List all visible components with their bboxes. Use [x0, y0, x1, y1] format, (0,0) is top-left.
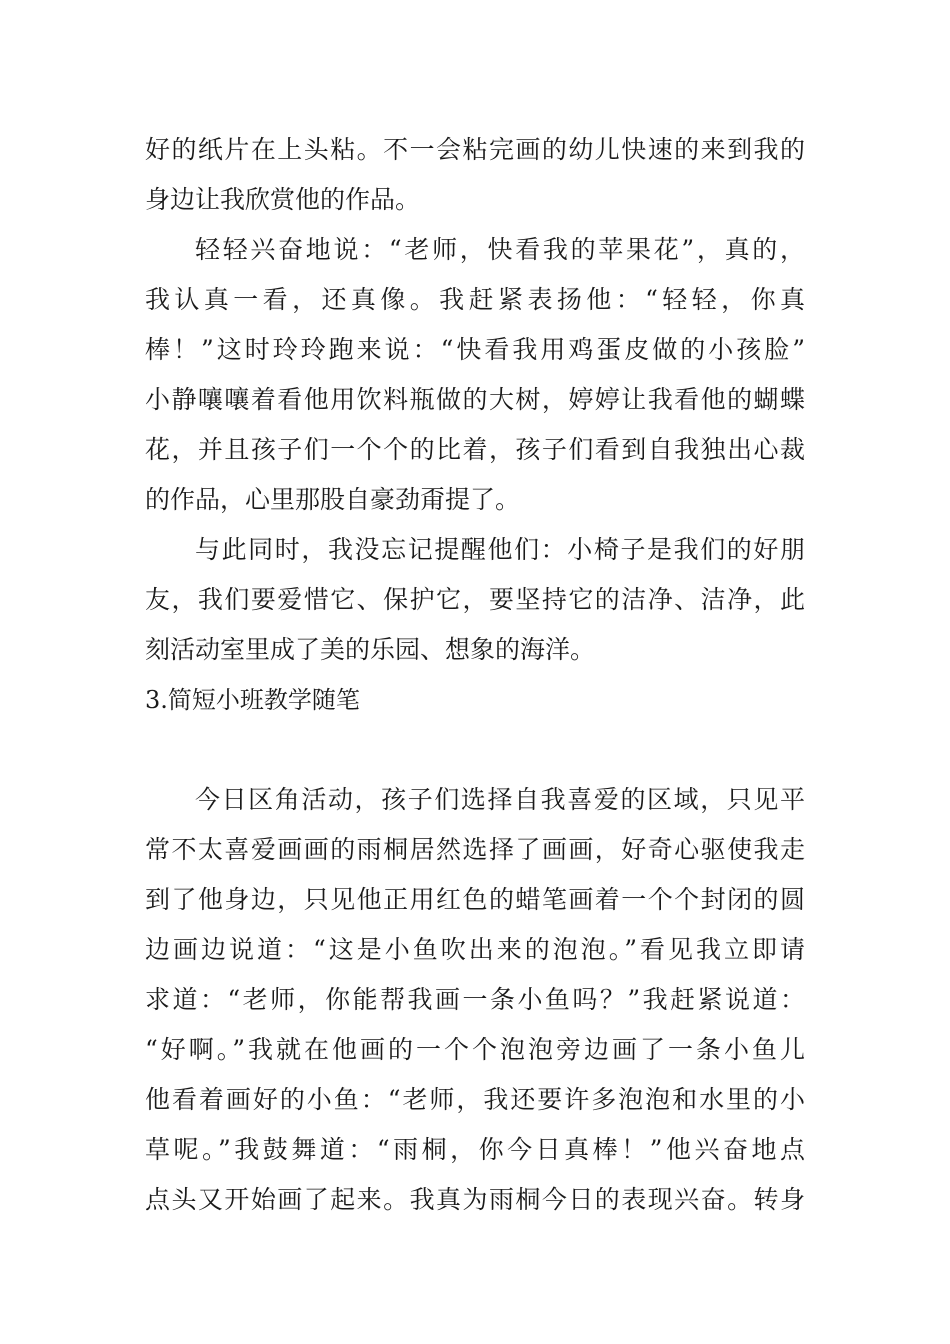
paragraph-line: 刻活动室里成了美的乐园、想象的海洋。 [145, 635, 596, 664]
paragraph-line: 好的纸片在上头粘。不一会粘完画的幼儿快速的来到我的 [145, 135, 805, 164]
paragraph-line: 求道：“老师，你能帮我画一条小鱼吗？”我赶紧说道： [145, 985, 805, 1014]
paragraph-line: 友，我们要爱惜它、保护它，要坚持它的洁净、洁净，此 [145, 585, 805, 614]
paragraph-line: 他看着画好的小鱼：“老师，我还要许多泡泡和水里的小 [145, 1085, 805, 1114]
paragraph-line: 边画边说道：“这是小鱼吹出来的泡泡。”看见我立即请 [145, 935, 805, 964]
paragraph-line: 身边让我欣赏他的作品。 [145, 185, 421, 214]
paragraph-line: 小静嚷嚷着看他用饮料瓶做的大树，婷婷让我看他的蝴蝶 [145, 385, 805, 414]
paragraph-line: 与此同时，我没忘记提醒他们：小椅子是我们的好朋 [195, 535, 805, 564]
paragraph-line: “好啊。”我就在他画的一个个泡泡旁边画了一条小鱼儿 [145, 1035, 805, 1064]
paragraph-line: 轻轻兴奋地说：“老师，快看我的苹果花”，真的， [195, 235, 805, 264]
paragraph-line: 的作品，心里那股自豪劲甭提了。 [145, 485, 521, 514]
section-heading: 3.简短小班教学随笔 [145, 686, 360, 714]
paragraph-line: 棒！”这时玲玲跑来说：“快看我用鸡蛋皮做的小孩脸” [145, 335, 805, 364]
paragraph-line: 点头又开始画了起来。我真为雨桐今日的表现兴奋。转身 [145, 1185, 805, 1214]
paragraph-line: 常不太喜爱画画的雨桐居然选择了画画，好奇心驱使我走 [145, 835, 805, 864]
paragraph-line: 草呢。”我鼓舞道：“雨桐，你今日真棒！”他兴奋地点 [145, 1135, 805, 1164]
paragraph-line: 到了他身边，只见他正用红色的蜡笔画着一个个封闭的圆 [145, 885, 805, 914]
paragraph-line: 花，并且孩子们一个个的比着，孩子们看到自我独出心裁 [145, 435, 805, 464]
paragraph-line: 今日区角活动，孩子们选择自我喜爱的区域，只见平 [195, 785, 805, 814]
paragraph-line: 我认真一看，还真像。我赶紧表扬他：“轻轻，你真 [145, 285, 805, 314]
